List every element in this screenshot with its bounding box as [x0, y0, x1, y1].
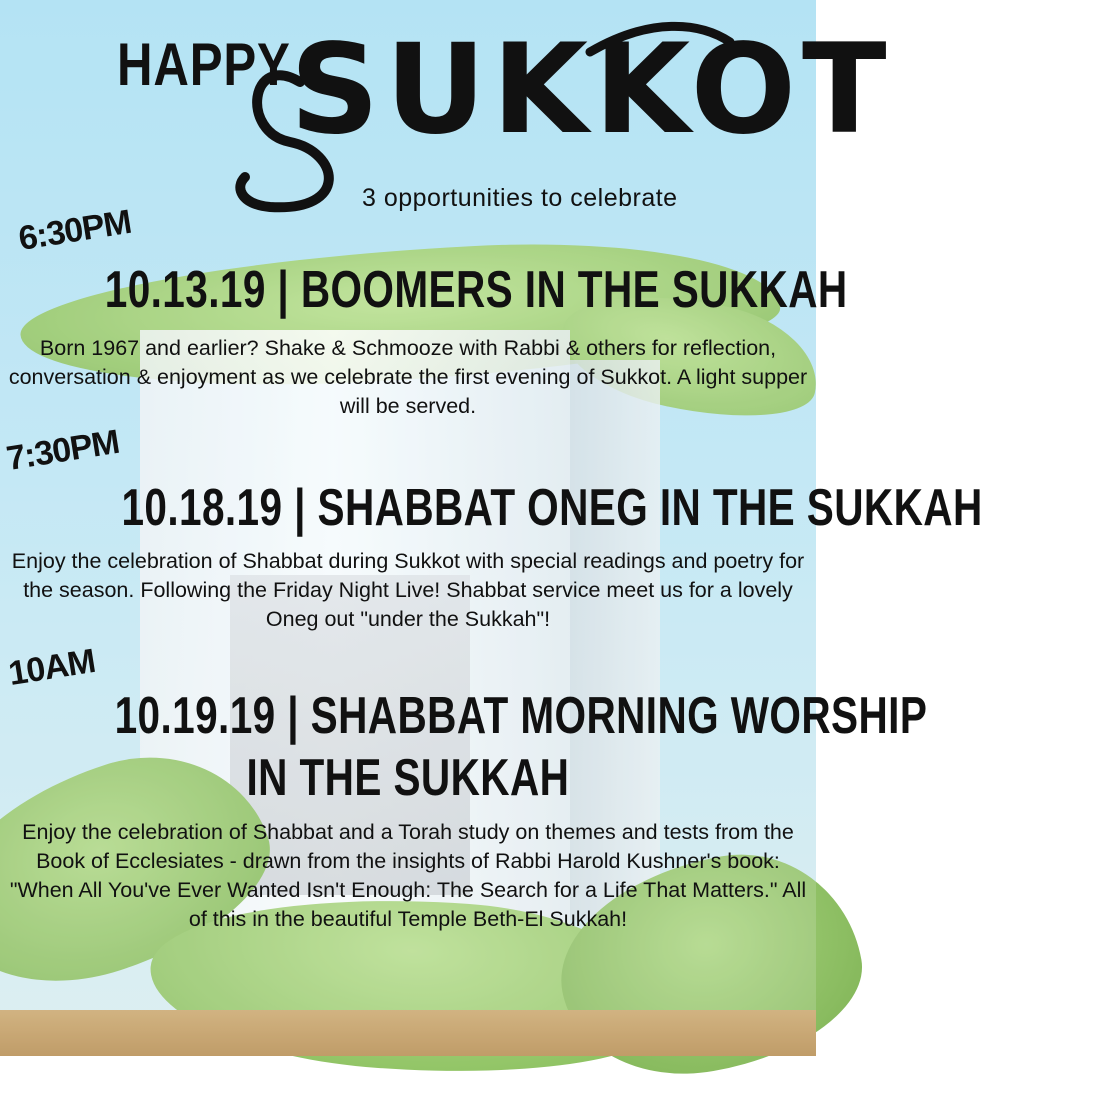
event-2-description: Enjoy the celebration of Shabbat during Sukkot with special readings and poetry for the season. Following the Friday Night Live! Shabbat service meet us for a lovely Oneg out "under the Sukkah"!: [11, 549, 805, 631]
event-1-heading: [0, 260, 848, 320]
event-3-heading-line-1-text: 10.19.19 | SHABBAT MORNING WORSHIP: [114, 687, 928, 745]
title-happy: HAPPY: [117, 31, 291, 98]
event-1-time: 6:30PM: [15, 202, 134, 259]
event-1-description: Born 1967 and earlier? Shake & Schmooze with Rabbi & others for reflection, conversation & enjoyment as we celebrate the first evening of Sukkot. A light supper will be served.: [8, 336, 808, 418]
title-sukkot: SUKKOT: [290, 18, 893, 162]
subtitle: 3 opportunities to celebrate: [362, 184, 678, 212]
event-2-heading-text: 10.18.19 | SHABBAT ONEG IN THE SUKKAH: [121, 479, 983, 537]
event-3-heading-line-2: [0, 748, 816, 808]
event-3-heading-line-1: [0, 686, 928, 746]
event-3-description: Enjoy the celebration of Shabbat and a Torah study on themes and tests from the Book of Ecclesiates - drawn from the insights of Rabbi Harold Kushner's book: "When All You've Ever Wanted Isn't Enough: The Search for a Life That Matters." All of this in the beautiful Temple Beth-El Sukkah!: [9, 820, 807, 931]
event-1-heading-text: 10.13.19 | BOOMERS IN THE SUKKAH: [104, 261, 848, 319]
event-3-time: 10AM: [5, 641, 98, 694]
event-2-heading: [0, 478, 983, 538]
event-2-time: 7:30PM: [3, 422, 122, 479]
event-3-heading-line-2-text: IN THE SUKKAH: [246, 749, 570, 807]
